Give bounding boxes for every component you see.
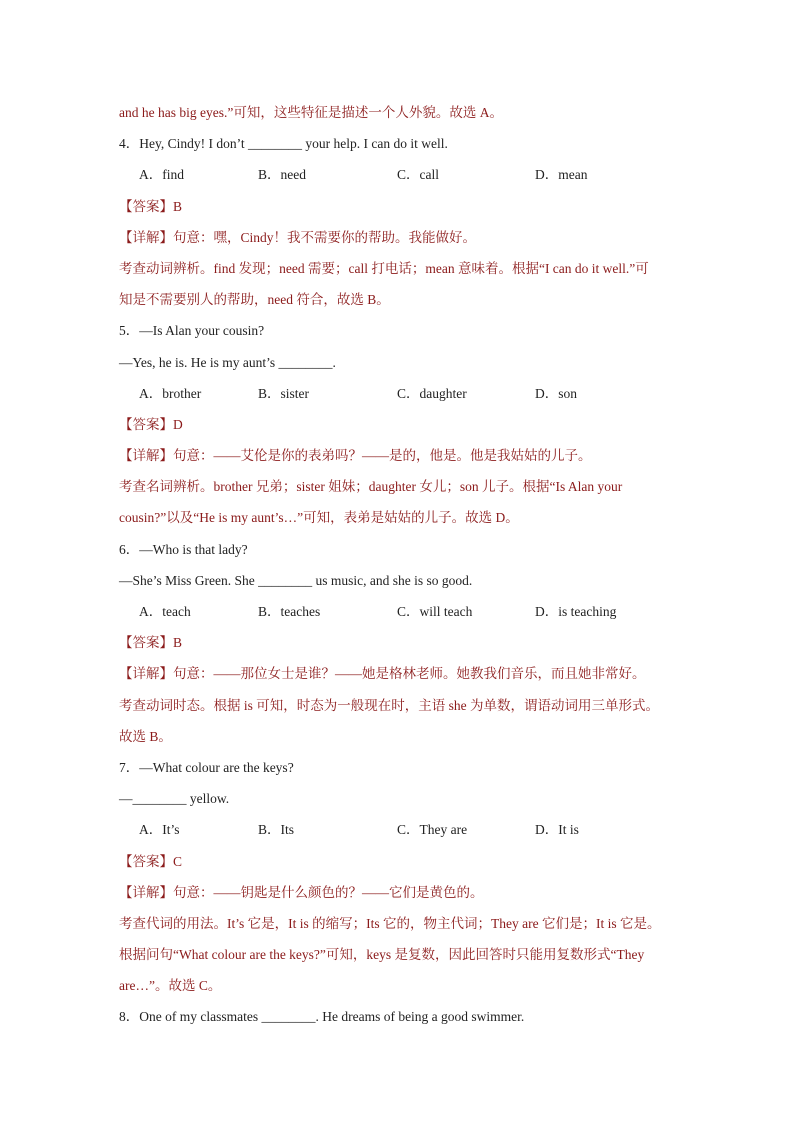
answer-key: 【答案】C	[119, 853, 183, 869]
option-d: D．It is	[535, 822, 579, 838]
option-d: D．son	[535, 385, 578, 401]
explanation-text: 根据问句“What colour are the keys?”可知，keys 是复数，因此回答时只能用复数形式“They	[119, 947, 645, 963]
document-body	[119, 101, 699, 1037]
answer-options	[119, 818, 699, 849]
explanation-heading: 【详解】句意：——钥匙是什么颜色的？——它们是黄色的。	[119, 884, 484, 900]
answer-key: 【答案】B	[119, 198, 183, 214]
explanation-text: are…”。故选 C。	[119, 978, 222, 994]
option-c: C．will teach	[397, 604, 473, 619]
option-b: B．sister	[258, 385, 310, 401]
explanation-text: 考查代词的用法。It’s 它是，It is 的缩写；Its 它的，物主代词；They are 它们是；It is 它是。	[119, 915, 661, 931]
question-text: —Yes, he is. He is my aunt’s ________.	[119, 354, 336, 370]
question-text: 4．Hey, Cindy! I don’t ________ your help. I can do it well.	[119, 136, 448, 152]
question-text: —She’s Miss Green. She ________ us music, and she is so good.	[119, 572, 473, 588]
question-text: —________ yellow.	[119, 791, 230, 807]
option-c: C．They are	[397, 822, 468, 838]
question-text: 6．—Who is that lady?	[119, 541, 248, 557]
option-a: A．teach	[139, 604, 191, 619]
explanation-text: cousin?”以及“He is my aunt’s…”可知，表弟是姑姑的儿子。故选 D。	[119, 510, 519, 526]
question-text: 8．One of my classmates ________. He dreams of being a good swimmer.	[119, 1009, 525, 1025]
answer-options	[119, 600, 699, 631]
answer-options	[119, 163, 699, 194]
option-a: A．It’s	[139, 822, 180, 838]
option-c: C．daughter	[397, 385, 467, 401]
explanation-text: 考查动词时态。根据 is 可知，时态为一般现在时，主语 she 为单数，谓语动词用三单形式。	[119, 697, 659, 713]
option-c: C．call	[397, 167, 439, 183]
answer-key: 【答案】B	[119, 635, 183, 651]
question-text: 7．—What colour are the keys?	[119, 759, 294, 775]
explanation-text: 知是不需要别人的帮助，need 符合，故选 B。	[119, 292, 390, 308]
explanation-heading: 【详解】句意：——艾伦是你的表弟吗？——是的，他是。他是我姑姑的儿子。	[119, 448, 592, 464]
question-text: 5．—Is Alan your cousin?	[119, 323, 265, 339]
answer-options	[119, 382, 699, 413]
explanation-text: 考查名词辨析。brother 兄弟；sister 姐妹；daughter 女儿；son 儿子。根据“Is Alan your	[119, 479, 623, 495]
answer-key: 【答案】D	[119, 416, 183, 432]
explanation-text: 故选 B。	[119, 728, 172, 744]
explanation-text: and he has big eyes.”可知，这些特征是描述一个人外貌。故选 A。	[119, 105, 503, 120]
explanation-heading: 【详解】句意：嘿，Cindy！我不需要你的帮助。我能做好。	[119, 229, 477, 245]
option-b: B．need	[258, 167, 306, 183]
option-b: B．teaches	[258, 604, 321, 619]
explanation-text: 考查动词辨析。find 发现；need 需要；call 打电话；mean 意味着。根据“I can do it well.”可	[119, 260, 649, 276]
explanation-heading: 【详解】句意：——那位女士是谁？——她是格林老师。她教我们音乐，而且她非常好。	[119, 666, 646, 682]
option-b: B．Its	[258, 822, 295, 838]
option-d: D．mean	[535, 167, 588, 183]
option-a: A．find	[139, 167, 184, 183]
option-d: D．is teaching	[535, 604, 617, 619]
option-a: A．brother	[139, 385, 202, 401]
